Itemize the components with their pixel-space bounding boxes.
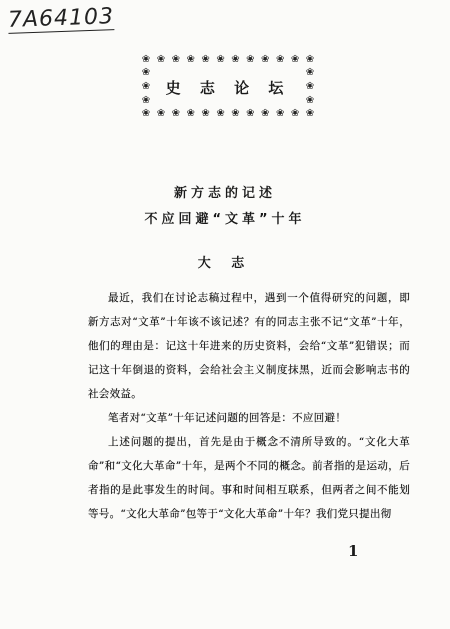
flower-ornament-icon: ❀ (261, 54, 270, 65)
column-title: 史 志 论 坛 (165, 79, 291, 97)
ornament-border-bottom (140, 108, 316, 120)
handwritten-catalog-number: 7A64103 (7, 4, 115, 33)
flower-ornament-icon: ❀ (216, 54, 225, 65)
flower-ornament-icon: ❀ (290, 108, 300, 119)
flower-ornament-icon: ❀ (141, 108, 151, 119)
flower-ornament-icon: ❀ (246, 54, 255, 65)
flower-ornament-icon: ❀ (261, 108, 270, 119)
flower-ornament-icon: ❀ (275, 54, 285, 65)
flower-ornament-icon: ❀ (141, 54, 151, 65)
flower-ornament-icon: ❀ (186, 54, 195, 65)
column-banner (140, 54, 316, 120)
ornament-border-top (140, 54, 316, 66)
flower-ornament-icon: ❀ (141, 81, 151, 92)
flower-ornament-icon: ❀ (201, 54, 210, 65)
flower-ornament-icon: ❀ (171, 54, 180, 65)
flower-ornament-icon: ❀ (141, 95, 151, 106)
flower-ornament-icon: ❀ (216, 108, 225, 119)
paragraph-3: 上述问题的提出，首先是由于概念不清所导致的。“文化大革命”和“文化大革命”十年，是两个不同的概念。前者指的是运动，后者指的是此事发生的时间。事和时间相互联系，但两者之间不能划等号。“文化大革命”包等于“文化大革命”十年？我们党只提出彻 (88, 436, 410, 520)
flower-ornament-icon: ❀ (275, 108, 285, 119)
page-number: 1 (348, 542, 359, 560)
flower-ornament-icon: ❀ (171, 108, 180, 119)
flower-ornament-icon: ❀ (246, 108, 255, 119)
article-title-line-2: 不应回避“文革”十年 (144, 212, 306, 227)
flower-ornament-icon: ❀ (305, 108, 315, 119)
paragraph-2: 笔者对“文革”十年记述问题的回答是：不应回避！ (108, 412, 347, 424)
flower-ornament-icon: ❀ (156, 54, 166, 65)
flower-ornament-icon: ❀ (305, 67, 315, 78)
flower-ornament-icon: ❀ (231, 54, 240, 65)
flower-ornament-icon: ❀ (141, 67, 151, 78)
article-author: 大 志 (197, 256, 253, 271)
flower-ornament-icon: ❀ (186, 108, 195, 119)
flower-ornament-icon: ❀ (290, 54, 300, 65)
flower-ornament-icon: ❀ (305, 54, 315, 65)
article-title-line-1: 新方志的记述 (173, 186, 276, 201)
flower-ornament-icon: ❀ (231, 108, 240, 119)
flower-ornament-icon: ❀ (305, 95, 315, 106)
flower-ornament-icon: ❀ (156, 108, 166, 119)
paragraph-1: 最近，我们在讨论志稿过程中，遇到一个值得研究的问题，即新方志对“文革”十年该不该记述？有的同志主张不记“文革”十年，他们的理由是：记这十年进来的历史资料，会给“文革”犯错误；而记这十年倒退的资料，会给社会主义制度抹黑，近而会影响志书的社会效益。 (88, 292, 410, 400)
flower-ornament-icon: ❀ (201, 108, 210, 119)
flower-ornament-icon: ❀ (305, 81, 315, 92)
